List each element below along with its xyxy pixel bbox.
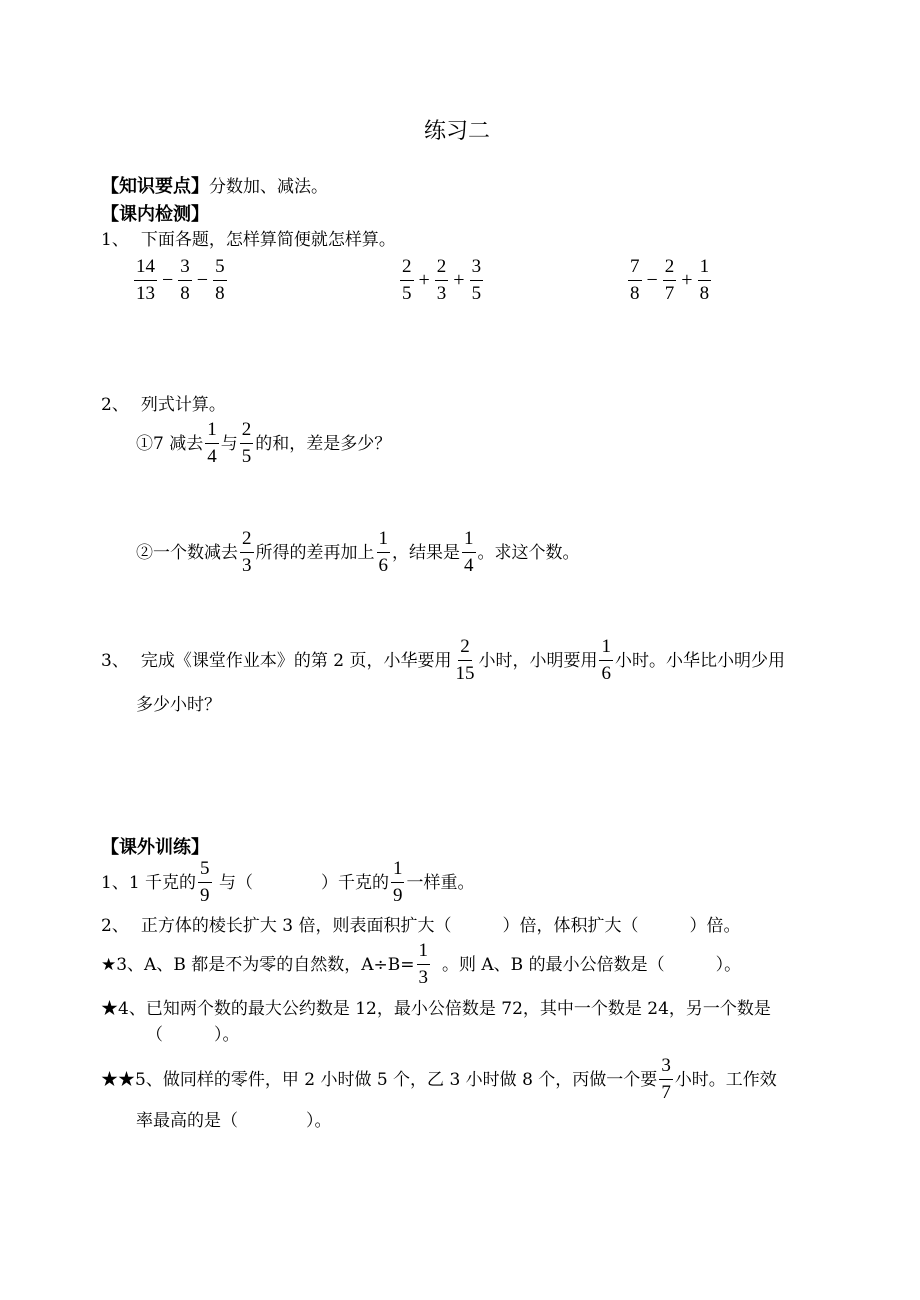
section-in-class-check: 【课内检测】 [101,204,209,225]
numerator: 2 [400,256,414,281]
fraction [435,256,449,305]
numerator: 2 [663,256,677,281]
exercise-5 [101,1055,777,1104]
fraction [240,419,254,468]
denominator: 7 [661,1082,671,1103]
operator: + [681,269,693,291]
exercise-5-line-2: 率最高的是（ ）。 [136,1111,332,1131]
question-3 [101,636,785,685]
q2b-text-1: ②一个数减去 [136,542,238,563]
operator: + [453,269,465,291]
numerator: 3 [659,1055,673,1080]
expression-3 [626,256,713,305]
q3-text-3: 小时。小华比小明少用 [614,650,785,671]
fraction [391,858,405,907]
fraction [659,1055,673,1104]
q2b-text-2: 所得的差再加上 [255,542,375,563]
fraction [205,419,219,468]
fraction [213,256,227,305]
q2a-text-2: 与 [220,433,238,454]
knowledge-text: 分数加、减法。 [209,177,328,197]
denominator: 3 [418,967,428,988]
fraction [470,256,484,305]
e1-text-3: 一样重。 [406,872,475,893]
numerator: 2 [240,419,254,444]
e3-text-1: ★3、A、B 都是不为零的自然数，A÷B= [101,954,415,975]
fraction [698,256,712,305]
denominator: 9 [200,885,210,906]
section-extracurricular: 【课外训练】 [101,837,209,858]
denominator: 7 [664,283,675,304]
e1-text-2: 与（ ）千克的 [213,872,389,893]
question-3-number: 3、 [101,650,129,671]
denominator: 8 [699,283,710,304]
denominator: 3 [436,283,447,304]
fraction [599,636,613,685]
exercise-2 [101,914,740,938]
question-2-number: 2、 [101,395,129,415]
denominator: 3 [242,555,252,576]
fraction [663,256,677,305]
q2a-text-1: ①7 减去 [136,433,204,454]
e5-text-2: 小时。工作效 [674,1069,777,1090]
fraction [198,858,212,907]
denominator: 4 [207,446,217,467]
operator: + [418,269,430,291]
numerator: 3 [470,256,484,281]
denominator: 5 [241,446,252,467]
denominator: 6 [378,555,388,576]
q2a-text-3: 的和，差是多少？ [255,433,392,454]
numerator: 5 [213,256,227,281]
fraction [240,528,254,577]
numerator: 2 [240,528,254,553]
exercise-1 [101,858,474,907]
denominator: 9 [392,885,403,906]
exercise-4-line-2: （ ）。 [146,1025,240,1045]
question-2 [101,393,226,417]
question-2-part-1 [136,419,391,468]
q2b-text-4: 。求这个数。 [477,542,580,563]
numerator: 1 [462,528,476,553]
numerator: 5 [198,858,212,883]
e2-number: 2、 [101,916,129,936]
question-3-line-2: 多少小时？ [136,695,221,715]
denominator: 5 [402,283,412,304]
denominator: 8 [630,283,640,304]
numerator: 7 [628,256,642,281]
denominator: 13 [136,283,155,304]
question-1 [101,228,396,252]
denominator: 5 [471,283,482,304]
numerator: 1 [377,528,391,553]
numerator: 14 [134,256,157,281]
fraction [462,528,476,577]
q3-text-2: 小时，小明要用 [478,650,598,671]
exercise-3 [101,940,741,989]
fraction [628,256,642,305]
denominator: 6 [601,663,611,684]
fraction [134,256,157,305]
e5-text-1: ★★5、做同样的零件，甲 2 小时做 5 个，乙 3 小时做 8 个，丙做一个要 [101,1069,658,1090]
fraction [453,636,476,685]
question-1-number: 1、 [101,230,129,250]
numerator: 1 [391,858,405,883]
numerator: 2 [458,636,472,661]
expression-1 [132,256,229,305]
question-2-part-2 [136,528,580,577]
numerator: 1 [599,636,613,661]
knowledge-label: 【知识要点】 [101,176,209,197]
question-1-text: 下面各题，怎样算简便就怎样算。 [140,230,396,250]
e1-text-1: 1、1 千克的 [101,872,197,893]
denominator: 8 [215,283,225,304]
q3-text-1: 完成《课堂作业本》的第 2 页，小华要用 [140,650,452,671]
expression-2 [398,256,485,305]
knowledge-points [101,172,328,199]
fraction [417,940,431,989]
page-title: 练习二 [424,119,491,144]
numerator: 2 [435,256,449,281]
numerator: 1 [698,256,712,281]
q2b-text-3: ，结果是 [392,542,460,563]
denominator: 8 [180,283,190,304]
operator: − [162,269,174,291]
numerator: 1 [205,419,219,444]
fraction [377,528,391,577]
denominator: 4 [464,555,474,576]
operator: − [196,269,209,291]
numerator: 3 [178,256,192,281]
fraction [400,256,414,305]
fraction [178,256,192,305]
e3-text-2: 。则 A、B 的最小公倍数是（ ）。 [442,954,742,975]
e2-text: 正方体的棱长扩大 3 倍，则表面积扩大（ ）倍，体积扩大（ ）倍。 [140,916,741,936]
exercise-4: ★4、已知两个数的最大公约数是 12，最小公倍数是 72，其中一个数是 24，另一个数是 [101,999,771,1019]
question-2-text: 列式计算。 [140,395,226,415]
denominator: 15 [455,663,475,684]
numerator: 1 [417,940,431,965]
operator: − [646,269,658,291]
